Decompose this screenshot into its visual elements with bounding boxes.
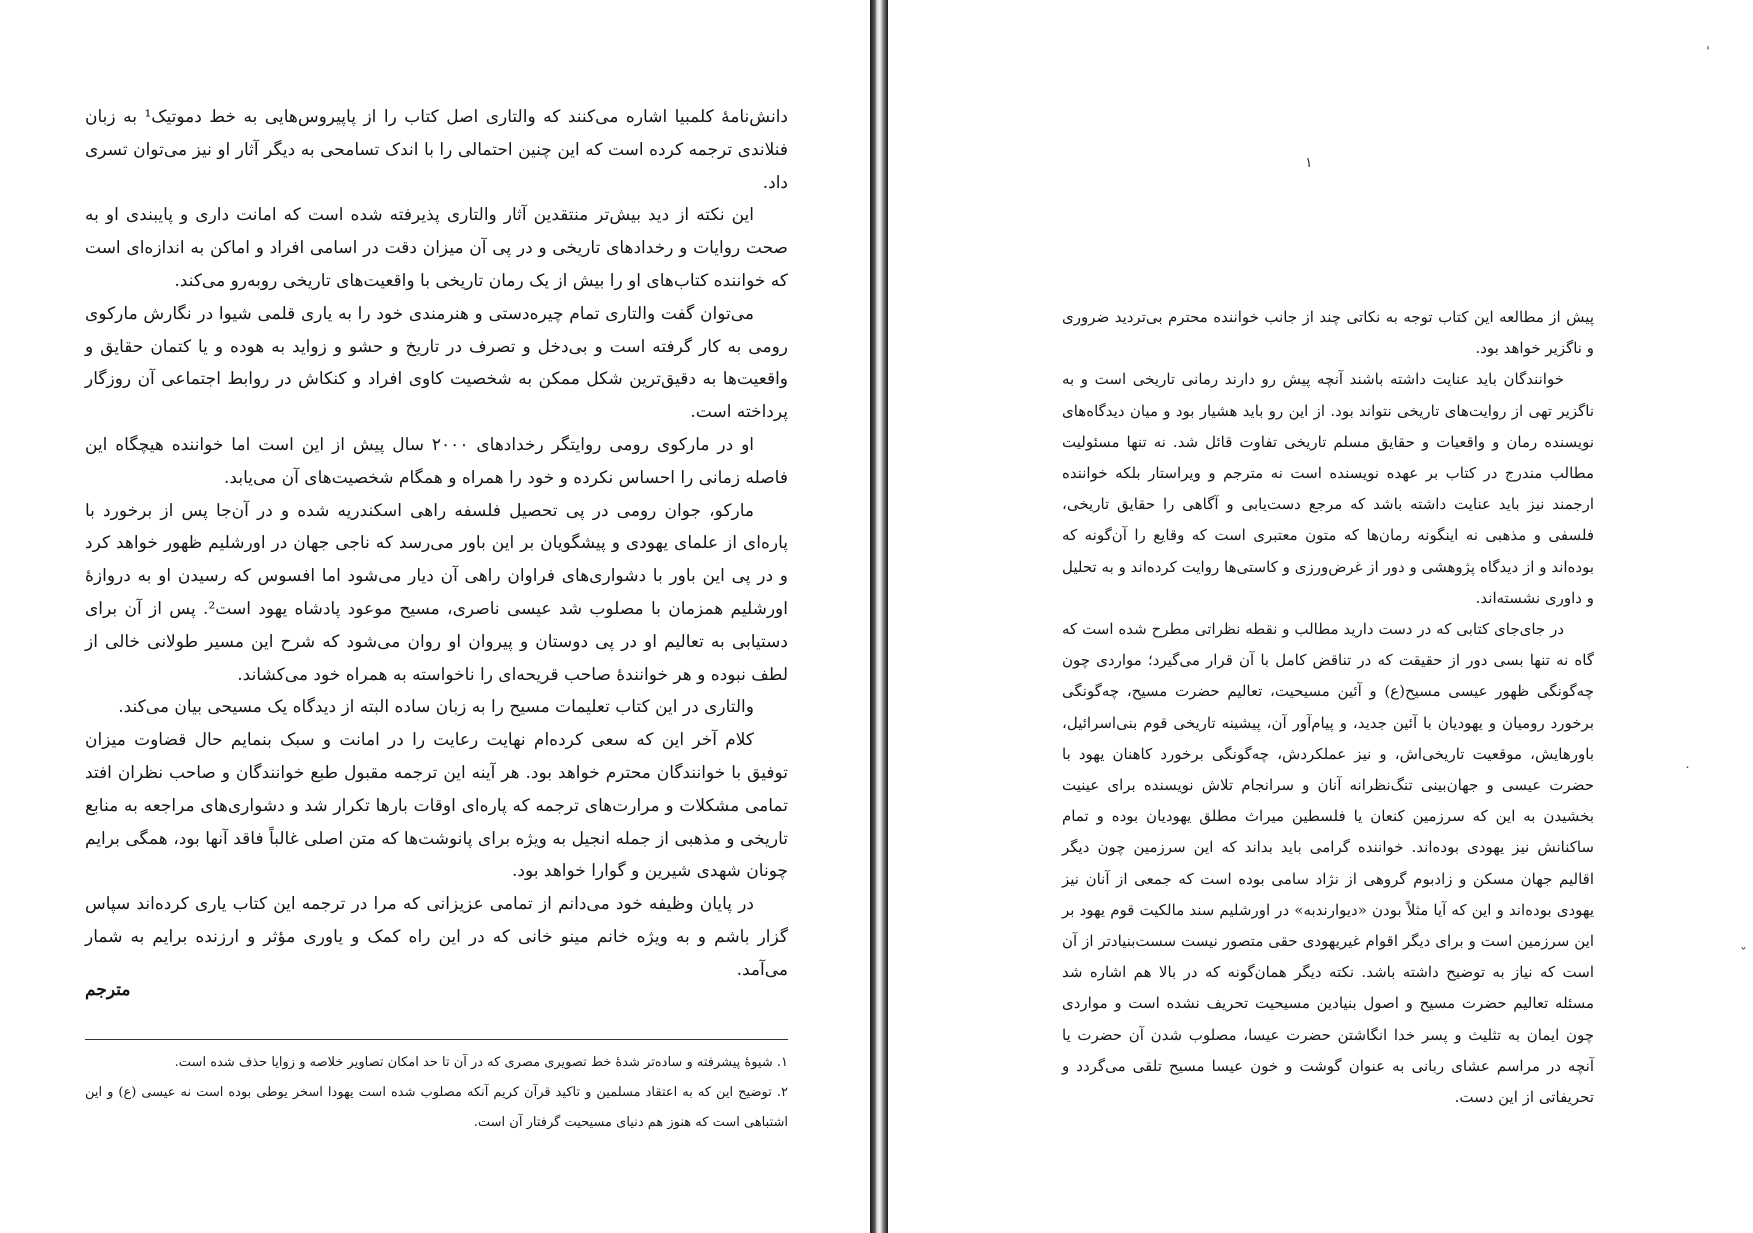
left-paragraph: این نکته از دید بیش‌تر منتقدین آثار والتاری پذیرفته شده است که امانت داری و پایبندی او به صحت روایات و رخدادهای تاریخی و در پی آن میزان دقت در اسامی افراد و اماکن به اندازه‌ای است که خواننده کتاب‌های او را بیش از یک رمان تاریخی با واقعیت‌های تاریخی روبه‌رو می‌کند. [85,205,788,291]
footnote-divider [85,1039,788,1040]
left-paragraph: می‌توان گفت والتاری تمام چیره‌دستی و هنرمندی خود را به یاری قلمی شیوا در نگارش مارکوی رومی به کار گرفته است و بی‌دخل و تصرف در تاریخ و حشو و زواید به هوده و یا کتمان حقایق و واقعیت‌ها به دقیق‌ترین شکل ممکن به شخصیت کاوی افراد و کنکاش در روابط اجتماعی آن روزگار پرداخته است. [85,303,788,423]
left-paragraph: کلام آخر این که سعی کرده‌ام نهایت رعایت را در امانت و سبک بنمایم حال قضاوت میزان توفیق با خوانندگان محترم خواهد بود. هر آینه این ترجمه مقبول طبع خوانندگان و صاحب نظران افتد تمامی مشکلات و مرارت‌های ترجمه که پاره‌ای اوقات بارها تکرار شد و دشواری‌های مراجعه به منابع تاریخی و مذهبی از جمله انجیل به ویژه برای پانوشت‌ها که متن اصلی غالباً فاقد آنها بود، همگی برایم چونان شهدی شیرین و گوارا خواهد بود. [85,730,788,882]
scan-mark: ˙ [1684,765,1691,781]
left-paragraph: دانش‌نامهٔ کلمبیا اشاره می‌کنند که والتاری اصل کتاب را از پاپیروس‌هایی به خط دموتیک¹ به زبان فنلاندی ترجمه کرده است که این چنین احتمالی را با اندک تسامحی به دیگر آثار او نیز می‌توان تسری داد. [85,107,788,193]
left-paragraph: مارکو، جوان رومی در پی تحصیل فلسفه راهی اسکندریه شده و در آن‌جا پس از برخورد با پاره‌ای از علمای یهودی و پیشگویان بر این باور می‌رسد که ناجی جهان در اورشلیم ظهور خواهد کرد و در پی این باور با دشواری‌های فراوان راهی آن دیار می‌شود اما افسوس که رسیدن او به دروازهٔ اورشلیم همزمان با مصلوب شد عیسی ناصری، مسیح موعود پادشاه یهود است². پس از آن برای دستیابی به تعالیم او در پی دوستان و پیروان او روان می‌شود که شرح این مسیر طولانی خالی از لطف نبوده و هر خوانندهٔ صاحب قریحه‌ای را ناخواسته به همراه خود می‌کشاند. [85,500,788,685]
footnote: ۲. توضیح این که به اعتقاد مسلمین و تاکید قرآن کریم آنکه مصلوب شده است یهودا اسخر یوطی بوده است نه عیسی (ع) و این اشتباهی است که هنوز هم دنیای مسیحیت گرفتار آن است. [85,1085,788,1130]
translator-signature: مترجم [85,980,131,1000]
footnote: ۱. شیوهٔ پیشرفته و ساده‌تر شدهٔ خط تصویری مصری که در آن تا حد امکان تصاویر خلاصه و زوایا حذف شده است. [174,1055,788,1070]
left-page-body [85,101,788,987]
left-paragraph: والتاری در این کتاب تعلیمات مسیح را به زبان ساده البته از دیدگاه یک مسیحی بیان می‌کند. [118,697,754,718]
scan-mark: ˇ [1740,946,1747,962]
right-paragraph: در جای‌جای کتابی که در دست دارید مطالب و نقطه نظراتی مطرح شده است که گاه نه تنها بسی دور از حقیقت که در تناقض کامل با آن قرار می‌گیرد؛ مواردی چون چه‌گونگی ظهور عیسی مسیح(ع) و آئین مسیحیت، تعالیم حضرت مسیح، چه‌گونگی برخورد رومیان و یهودیان با آئین جدید، و پیام‌آور آن، پیشینه تاریخی قوم بنی‌اسرائیل، باورهایش، موقعیت تاریخی‌اش، و نیز عملکردش، چه‌گونگی برخورد کاهنان یهود با حضرت عیسی و جهان‌بینی تنگ‌نظرانه آنان و سرانجام تلاش نویسنده برای عینیت بخشیدن به این که سرزمین کنعان یا فلسطین میراث مطلق یهودیان بوده و تمام ساکنانش نیز یهودی بوده‌اند. خواننده گرامی باید بداند که این سرزمین چون دیگر اقالیم جهان مسکن و زادبوم گروهی از نژاد سامی بوده است که جمعی از آنان نیز یهودی بوده‌اند و این که آیا مثلاً بودن «دیوارندبه» در اورشلیم سند مالکیت قوم یهود بر این سرزمین است و برای دیگر اقوام غیریهودی حقی متصور نیست سست‌بنیادتر از آن است که نیاز به توضیح داشته باشد. نکته دیگر همان‌گونه که در بالا هم اشاره شد مسئله تعالیم حضرت مسیح و اصول بنیادین مسیحیت تحریف نشده است و مواردی چون ایمان به تثلیث و پسر خدا انگاشتن حضرت عیسا، مصلوب شدن آن حضرت یا آنچه در مراسم عشای ربانی به عنوان گوشت و خون عیسا مسیح تلقی می‌گردد و تحریفاتی از این دست. [1062,620,1594,1107]
footnotes [85,1048,788,1138]
page-number: ۱ [1305,155,1313,171]
right-page-body [1062,302,1594,1113]
scan-mark: ˈ [1706,45,1710,61]
right-paragraph: پیش از مطالعه این کتاب توجه به نکاتی چند از جانب خواننده محترم بی‌تردید ضروری و ناگزیر خواهد بود. [1062,308,1594,358]
left-page [0,0,870,1233]
left-paragraph: او در مارکوی رومی روایتگر رخدادهای ۲۰۰۰ سال پیش از این است اما خواننده هیچگاه این فاصله زمانی را احساس نکرده و خود را همراه و همگام شخصیت‌های آن می‌یابد. [85,434,788,488]
book-gutter [870,0,888,1233]
right-paragraph: خوانندگان باید عنایت داشته باشند آنچه پیش رو دارند رمانی تاریخی است و به ناگزیر تهی از روایت‌های تاریخی نتواند بود. از این رو باید هشیار بود و میان دیدگاه‌های نویسنده رمان و واقعیات و حقایق مسلم تاریخی تفاوت قائل شد. نه تنها مسئولیت مطالب مندرج در کتاب بر عهده نویسنده است نه مترجم و ویراستار بلکه خواننده ارجمند نیز باید عنایت داشته باشد که مرجع دست‌یابی و آگاهی را حقایق تاریخی، فلسفی و مذهبی نه اینگونه رمان‌ها که متون معتبری است که وقایع را آن‌گونه که بوده‌اند و از دیدگاه پژوهشی و دور از غرض‌ورزی و کاستی‌ها روایت کرده‌اند و به تحلیل و داوری نشسته‌اند. [1062,370,1594,607]
left-paragraph: در پایان وظیفه خود می‌دانم از تمامی عزیزانی که مرا در ترجمه این کتاب یاری کرده‌اند سپاس گزار باشم و به ویژه خانم مینو خانی که در این راه کمک و یاوری مؤثر و ارزنده برایم به شمار می‌آمد. [85,894,788,980]
